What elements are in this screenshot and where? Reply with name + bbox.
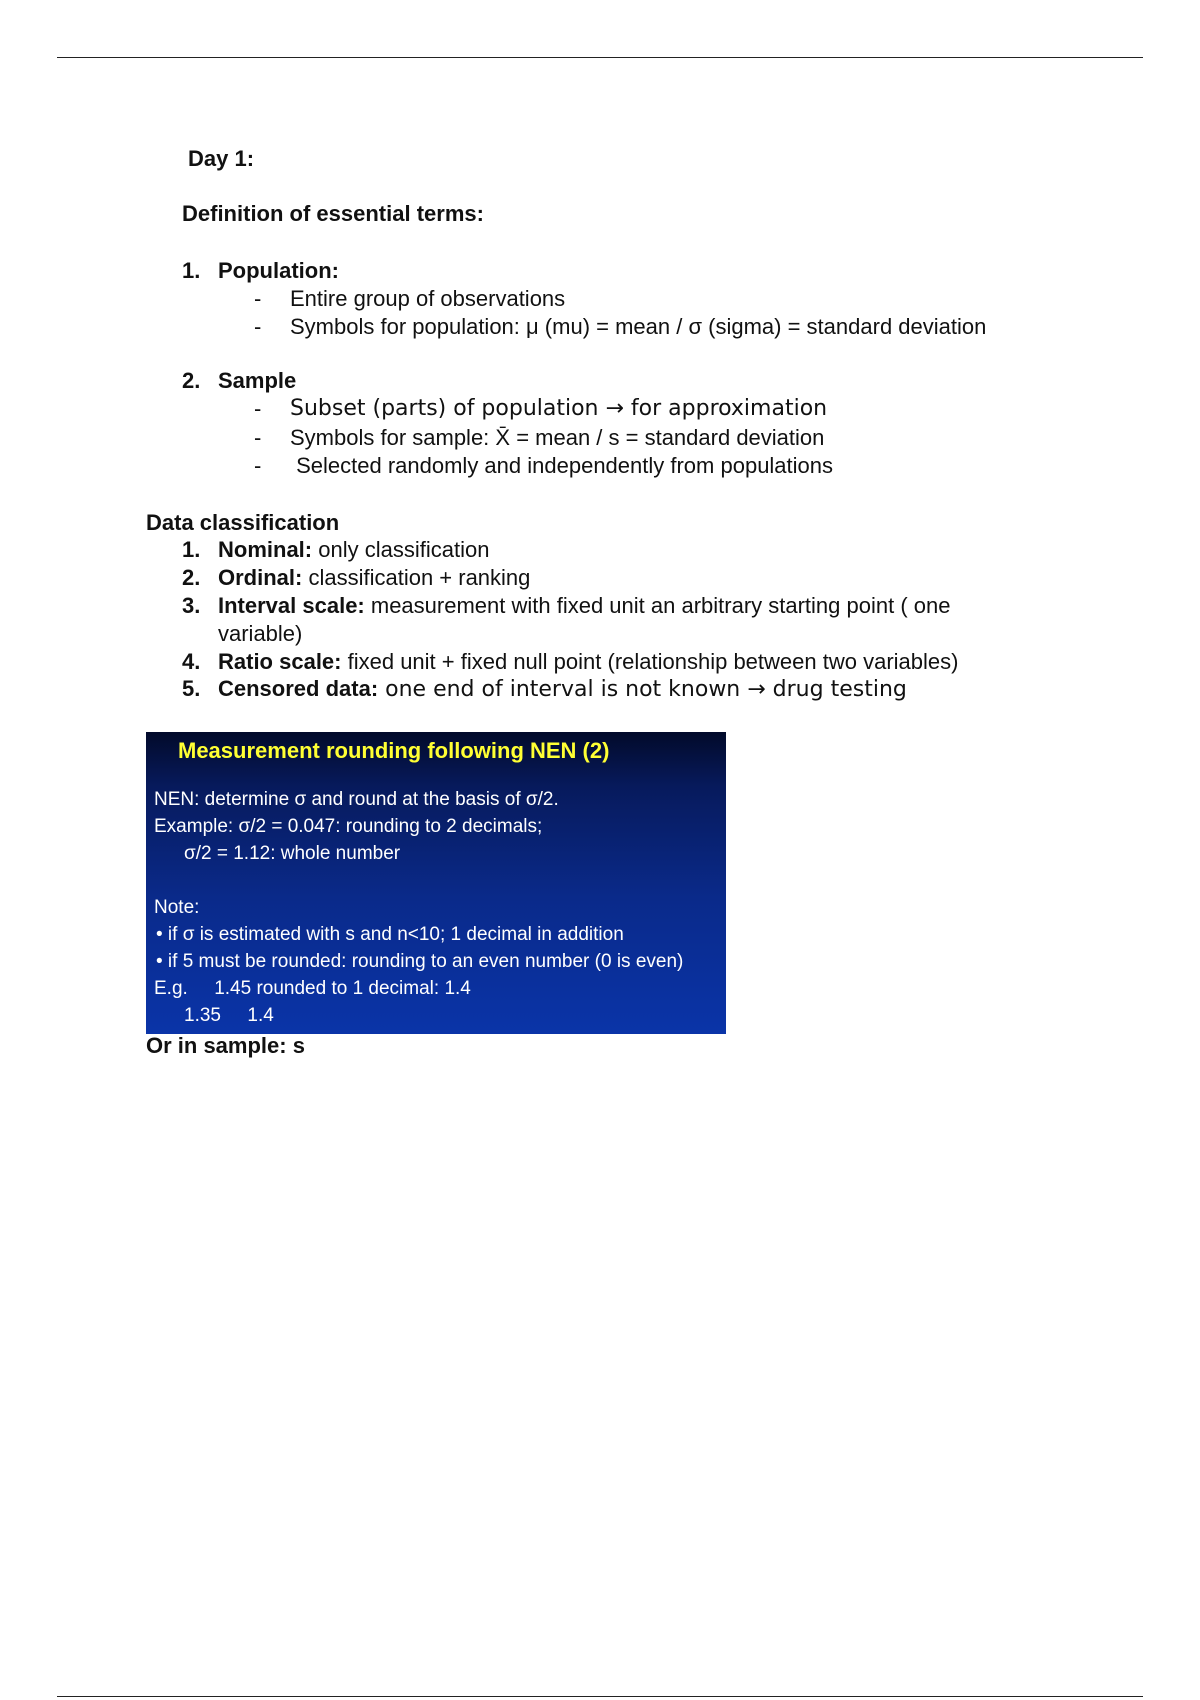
classification-item-ratio	[218, 649, 958, 675]
rounding-slide-image	[146, 732, 726, 1034]
classification-number: 1.	[182, 537, 201, 562]
classification-item-interval	[218, 593, 950, 619]
population-number: 1.	[182, 258, 201, 283]
slide-line: • if 5 must be rounded: rounding to an even number (0 is even)	[156, 951, 684, 972]
population-bullet-2: Symbols for population: μ (mu) = mean / σ (sigma) = standard deviation	[290, 314, 987, 339]
slide-line: Note:	[154, 897, 200, 918]
dash-marker: -	[254, 286, 262, 311]
classification-term: Nominal:	[218, 537, 313, 562]
dash-marker: -	[254, 425, 262, 450]
classification-item-nominal	[218, 537, 489, 563]
dash-marker: -	[254, 396, 262, 421]
top-rule	[57, 57, 1143, 58]
bottom-rule	[57, 1696, 1143, 1697]
population-title: Population:	[218, 258, 339, 283]
slide-line: σ/2 = 1.12: whole number	[184, 843, 401, 864]
classification-term: Censored data:	[218, 676, 379, 701]
slide-line: • if σ is estimated with s and n<10; 1 decimal in addition	[156, 924, 624, 945]
slide-line: Example: σ/2 = 0.047: rounding to 2 decimals;	[154, 816, 543, 837]
classification-number: 5.	[182, 676, 201, 701]
classification-term: Interval scale:	[218, 593, 365, 618]
classification-number: 4.	[182, 649, 201, 674]
classification-item-interval-continued: variable)	[218, 621, 303, 646]
classification-item-ordinal	[218, 565, 530, 591]
classification-term: Ratio scale:	[218, 649, 342, 674]
sample-footnote: Or in sample: s	[146, 1033, 305, 1058]
day-heading: Day 1:	[188, 146, 255, 171]
classification-title: Data classification	[146, 510, 340, 535]
classification-text: fixed unit + fixed null point (relationship between two variables)	[341, 649, 959, 674]
slide-line: E.g. 1.45 rounded to 1 decimal: 1.4	[154, 978, 471, 999]
classification-number: 3.	[182, 593, 201, 618]
population-bullet-1: Entire group of observations	[290, 286, 566, 311]
sample-bullet-1: Subset (parts) of population → for approximation	[290, 396, 828, 421]
sample-number: 2.	[182, 368, 201, 393]
slide-line: NEN: determine σ and round at the basis of σ/2.	[154, 789, 559, 810]
classification-text: measurement with fixed unit an arbitrary starting point ( one	[364, 593, 951, 618]
definitions-heading: Definition of essential terms:	[182, 201, 484, 226]
sample-title: Sample	[218, 368, 297, 393]
slide-line: 1.35 1.4	[184, 1005, 274, 1026]
slide-title: Measurement rounding following NEN (2)	[178, 738, 610, 763]
classification-text: classification + ranking	[302, 565, 531, 590]
classification-item-censored	[218, 676, 907, 703]
dash-marker: -	[254, 453, 262, 478]
dash-marker: -	[254, 314, 262, 339]
classification-number: 2.	[182, 565, 201, 590]
classification-term: Ordinal:	[218, 565, 303, 590]
sample-bullet-3: Selected randomly and independently from populations	[290, 453, 834, 478]
sample-bullet-2: Symbols for sample: X̄ = mean / s = standard deviation	[290, 425, 825, 450]
classification-text: one end of interval is not known → drug testing	[378, 677, 907, 702]
classification-text: only classification	[312, 537, 490, 562]
